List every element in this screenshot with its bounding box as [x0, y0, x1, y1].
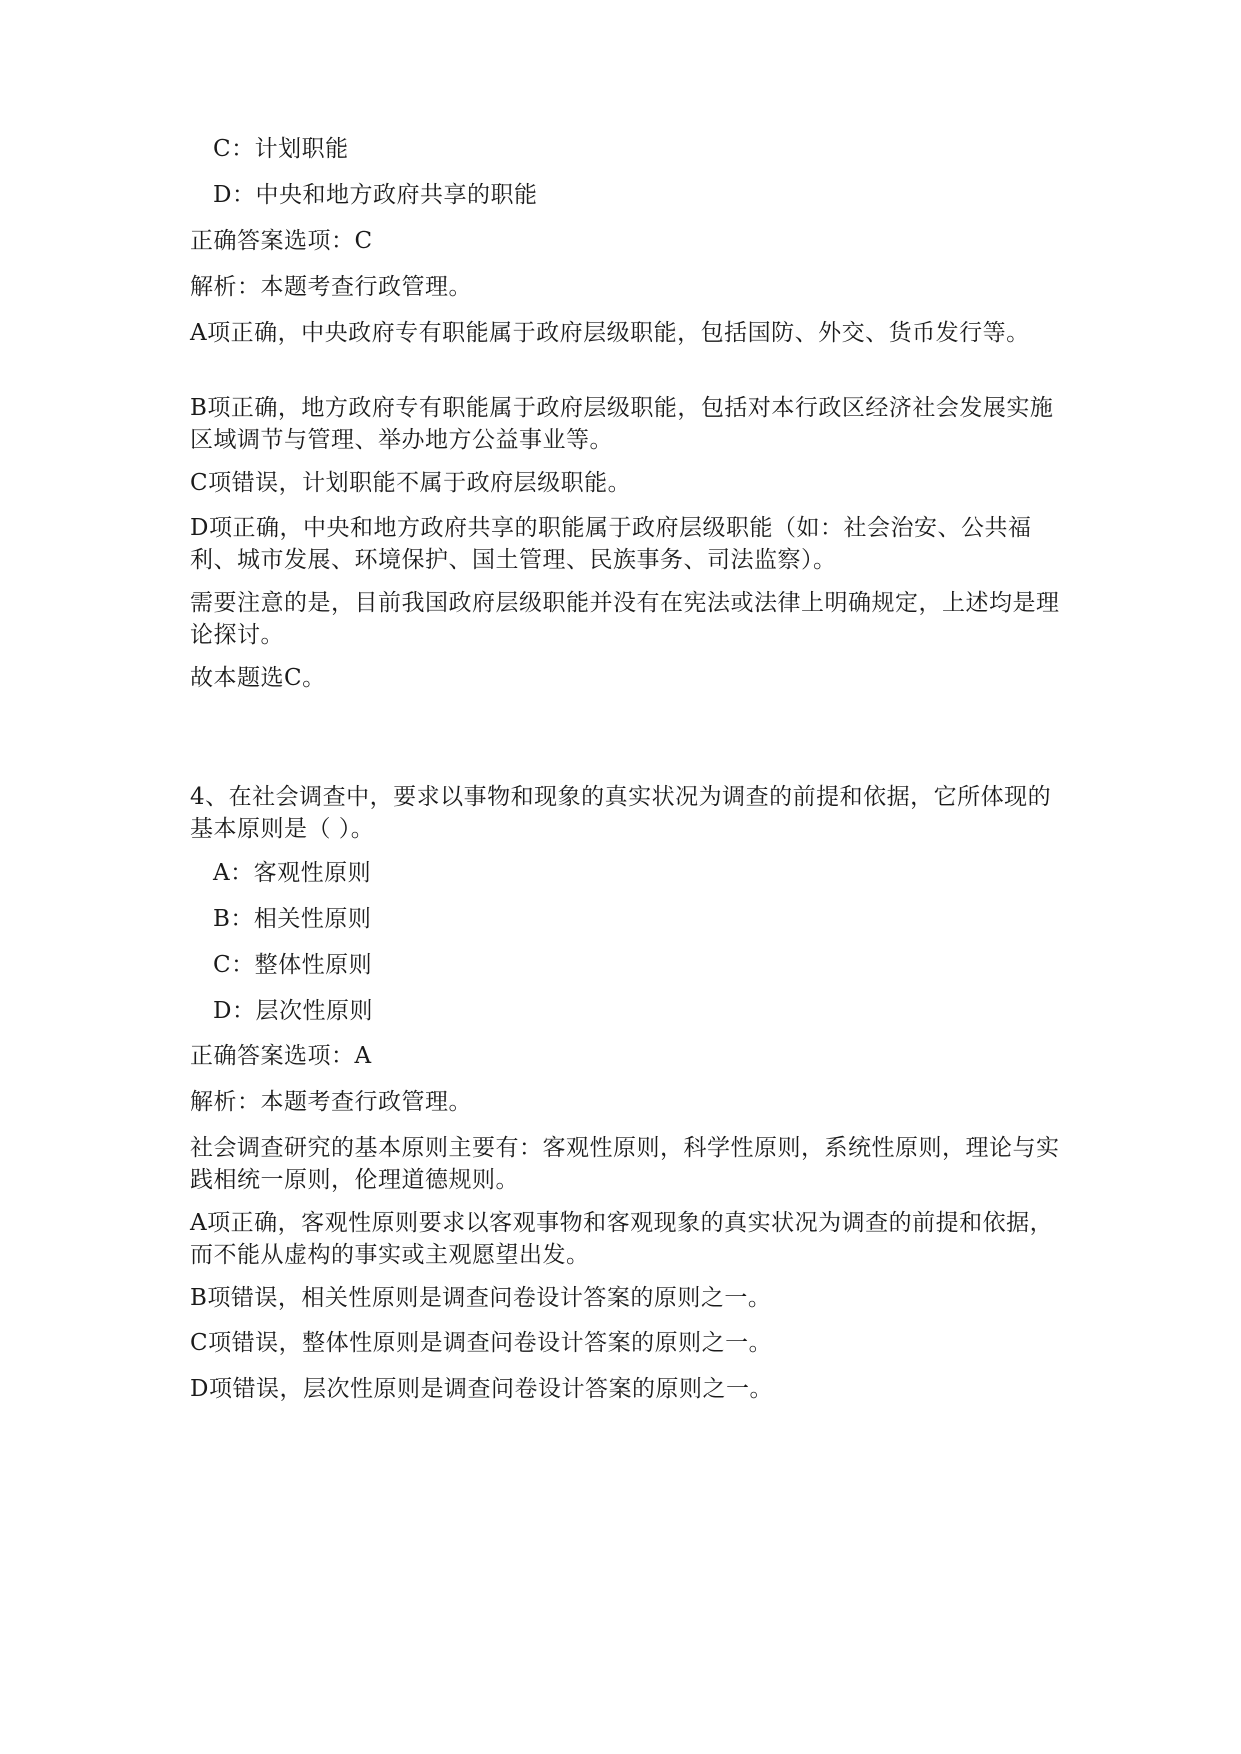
q4-option-b: B：相关性原则 — [213, 906, 372, 932]
q4-para-b: B项错误，相关性原则是调查问卷设计答案的原则之一。 — [190, 1285, 772, 1311]
q3-answer: 正确答案选项：C — [190, 228, 373, 254]
q3-conclusion: 故本题选C。 — [190, 665, 326, 691]
q4-question: 4、在社会调查中，要求以事物和现象的真实状况为调查的前提和依据，它所体现的基本原则是（ ）。 — [190, 784, 1052, 842]
q3-para-a: A项正确，中央政府专有职能属于政府层级职能，包括国防、外交、货币发行等。 — [190, 320, 1030, 346]
q4-intro: 社会调查研究的基本原则主要有：客观性原则，科学性原则，系统性原则，理论与实践相统一原则，伦理道德规则。 — [190, 1135, 1060, 1193]
q4-para-a: A项正确，客观性原则要求以客观事物和客观现象的真实状况为调查的前提和依据，而不能从虚构的事实或主观愿望出发。 — [190, 1210, 1054, 1268]
q3-para-b: B项正确，地方政府专有职能属于政府层级职能，包括对本行政区经济社会发展实施区域调节与管理、举办地方公益事业等。 — [190, 395, 1054, 453]
q4-option-d: D：层次性原则 — [213, 998, 373, 1024]
q3-option-c: C：计划职能 — [213, 136, 349, 162]
q3-option-d: D：中央和地方政府共享的职能 — [213, 182, 538, 208]
q4-answer: 正确答案选项：A — [190, 1043, 372, 1069]
q4-option-a: A：客观性原则 — [213, 860, 372, 886]
q4-analysis: 解析：本题考查行政管理。 — [190, 1089, 472, 1115]
q4-para-c: C项错误，整体性原则是调查问卷设计答案的原则之一。 — [190, 1330, 773, 1356]
q4-para-d: D项错误，层次性原则是调查问卷设计答案的原则之一。 — [190, 1376, 773, 1402]
q4-option-c: C：整体性原则 — [213, 952, 373, 978]
q3-para-c: C项错误，计划职能不属于政府层级职能。 — [190, 470, 632, 496]
q3-analysis: 解析：本题考查行政管理。 — [190, 274, 472, 300]
q3-note: 需要注意的是，目前我国政府层级职能并没有在宪法或法律上明确规定，上述均是理论探讨。 — [190, 590, 1060, 648]
q3-para-d: D项正确，中央和地方政府共享的职能属于政府层级职能（如：社会治安、公共福利、城市发展、环境保护、国土管理、民族事务、司法监察）。 — [190, 515, 1032, 573]
